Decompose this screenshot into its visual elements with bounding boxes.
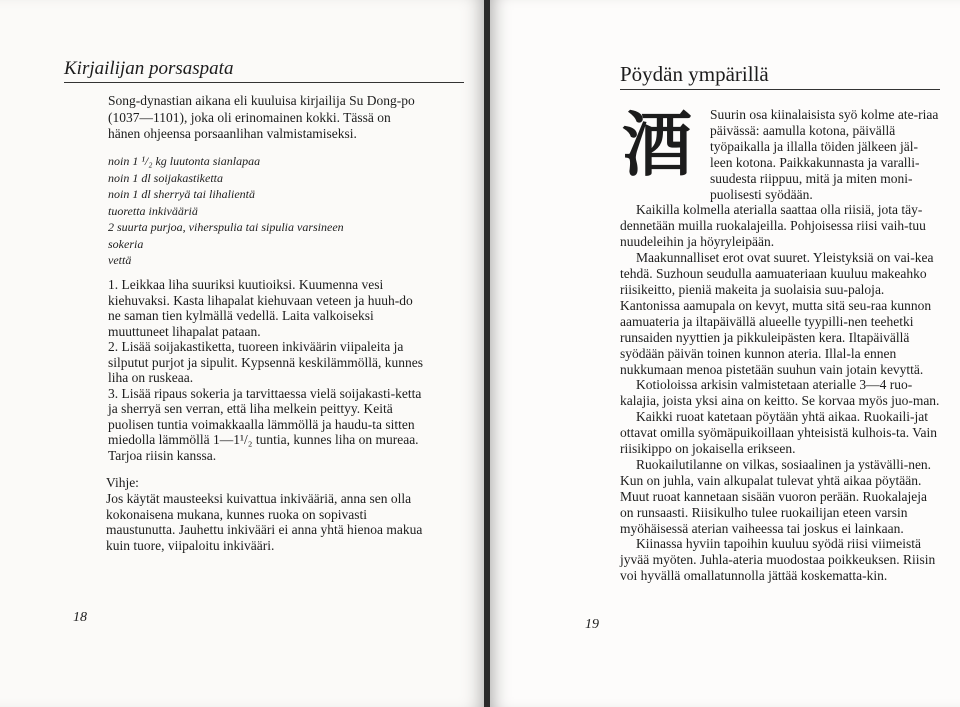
paragraph: Maakunnalliset erot ovat suuret. Yleistyksiä on vai-kea tehdä. Suzhoun seudulla aamuateriaan kuuluu makeahko riisikeitto, pieniä makeita ja suolaisia suu-paloja. Kantonissa aamupala on kevyt, mutta sitä seu-raa kunnon aamuateria ja iltapäivällä alueelle tyypilli-nen teehetki runsaiden nyyttien ja pikkuleipästen kera. Iltapäivällä syödään päivän toinen kunnon ateria. Illal-la ennen nukkumaan menoa pistetään suuhun vain jotain kevyttä. bbox=[620, 250, 934, 377]
ingredient-item: sokeria bbox=[108, 236, 144, 251]
page-number-left: 18 bbox=[73, 610, 87, 625]
tip-label: Vihje: bbox=[106, 475, 139, 490]
paragraph: Kaikilla kolmella aterialla saattaa olla riisiä, jota täy-dennetään muilla ruokalajeilla. Pohjoisessa riisi vaih-tuu nuudeleihin ja höyryleipään. bbox=[620, 202, 926, 250]
recipe-title: Kirjailijan porsaspata bbox=[64, 58, 464, 83]
recipe-step: 1. Leikkaa liha suuriksi kuutioiksi. Kuumenna vesi kiehuvaksi. Kasta lihapalat kiehuvaan veteen ja huuh-do ne saman tien kylmällä vedellä. Laita valkoiseksi muuttuneet lihapalat pataan. bbox=[108, 277, 413, 339]
recipe-intro: Song-dynastian aikana eli kuuluisa kirjailija Su Dong-po (1037—1101), joka oli erinomainen kokki. Tässä on hänen ohjeensa porsaanlihan valmistamiseksi. bbox=[108, 93, 415, 141]
recipe-step: 3. Lisää ripaus sokeria ja tarvittaessa vielä soijakasti-ketta ja sherryä sen verran, että liha melkein peittyy. Keitä puolisen tuntia voimakkaalla lämmöllä ja haudu-ta sitten miedolla lämmöllä 1—1¹/₂ tuntia, kunnes liha on mureaa. Tarjoa riisin kanssa. bbox=[108, 385, 422, 463]
recipe-steps bbox=[108, 277, 424, 463]
page-number-right: 19 bbox=[585, 617, 599, 632]
ingredient-item: tuoretta inkivääriä bbox=[108, 203, 198, 218]
section-body bbox=[620, 107, 940, 584]
glyph-spacer bbox=[620, 107, 702, 187]
chinese-character-glyph: 酒 bbox=[622, 104, 692, 186]
paragraph: Kotioloissa arkisin valmistetaan aterialle 3—4 ruo-kalajia, joista yksi aina on keitto. Se korvaa myös juo-man. bbox=[620, 377, 940, 409]
ingredient-item: noin 1 dl sherryä tai lihalientä bbox=[108, 187, 255, 201]
paragraph: Suurin osa kiinalaisista syö kolme ate-riaa päivässä: aamulla kotona, päivällä työpaikalla ja illalla töiden jälkeen jäl-leen kotona. Paikkakunnasta ja varalli-suudesta riippuu, mitä ja miten moni-puolisesti syödään. bbox=[710, 107, 939, 202]
section-title: Pöydän ympärillä bbox=[620, 62, 940, 90]
recipe-step: 2. Lisää soijakastiketta, tuoreen inkiväärin viipaleita ja silputut purjot ja sipulit. Kypsennä keskilämmöllä, kunnes liha on ruskeaa. bbox=[108, 339, 423, 385]
ingredient-item: noin 1 ¹/₂ kg luutonta sianlapaa bbox=[108, 154, 261, 168]
ingredient-list bbox=[108, 153, 438, 269]
paragraph: Ruokailutilanne on vilkas, sosiaalinen ja ystävälli-nen. Kun on juhla, vain alkupalat tulevat yhtä aikaa pöytään. Muut ruoat kannetaan sisään vuoron perään. Ruokalajeja on runsaasti. Riisikulho tulee ruokailijan eteen varsin myöhäisessä aterian vaiheessa tai joskus ei lainkaan. bbox=[620, 456, 932, 536]
ingredient-item: vettä bbox=[108, 253, 132, 267]
ingredient-item: noin 1 dl soijakastiketta bbox=[108, 170, 223, 185]
recipe-tip bbox=[106, 475, 424, 554]
ingredient-item: 2 suurta purjoa, viherspulia tai sipulia varsineen bbox=[108, 220, 344, 234]
paragraph: Kiinassa hyviin tapoihin kuuluu syödä riisi viimeistä jyvää myöten. Juhla-ateria muodostaa poikkeuksen. Riisin voi hyvällä omallatunnolla jättää koskematta-kin. bbox=[620, 536, 936, 584]
tip-text: Jos käytät mausteeksi kuivattua inkivääriä, anna sen olla kokonaisena mukana, kunnes ruoka on sopivasti maustunutta. Jauhettu inkivääri ei anna yhtä hienoa makua kuin tuore, viipaloitu inkivääri. bbox=[106, 490, 423, 554]
right-page bbox=[490, 0, 960, 707]
paragraph: Kaikki ruoat katetaan pöytään yhtä aikaa. Ruokaili-jat ottavat omilla syömäpuikoillaan yhteisistä kulhois-ta. Vain riisikippo on jokaisella erikseen. bbox=[620, 409, 937, 457]
